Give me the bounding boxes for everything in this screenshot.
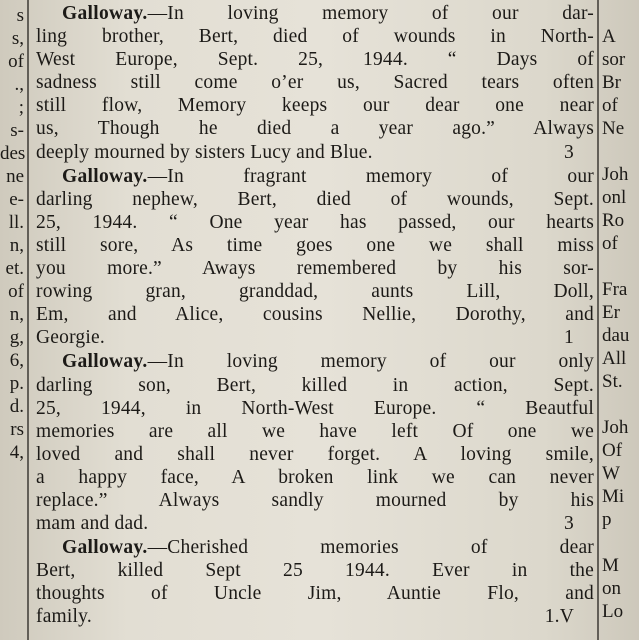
margin-fragment: ll. [8, 212, 24, 233]
margin-fragment: d. [9, 396, 24, 417]
notice-closing-line: family. [36, 606, 92, 628]
margin-fragment: onl [602, 187, 627, 208]
notice-text-line: sadness still come o’er us, Sacred tears often [36, 72, 594, 94]
margin-fragment: A [602, 26, 616, 47]
margin-fragment: n, [9, 235, 24, 256]
notice-text-line: darling nephew, Bert, died of wounds, Sept. [36, 188, 594, 210]
notice-text-line: Bert, killed Sept 25 1944. Ever in the [36, 560, 594, 582]
margin-fragment: of [8, 281, 24, 302]
margin-fragment: Fra [602, 279, 628, 300]
notice-reference-number: 3 [564, 513, 574, 535]
memorial-notice [36, 2, 594, 164]
margin-fragment: ., [14, 74, 24, 95]
notice-text-line: memories are all we have left Of one we [36, 420, 594, 442]
notice-text-line: —Cherished memories of dear [147, 537, 594, 559]
margin-fragment: dau [602, 325, 630, 346]
margin-fragment: s- [10, 120, 24, 141]
margin-fragment: Joh [602, 164, 629, 185]
notice-surname: Galloway. [62, 165, 148, 187]
notice-surname: Galloway. [62, 537, 148, 559]
margin-fragment: s, [11, 28, 24, 49]
margin-fragment [602, 255, 639, 278]
margin-fragment: p. [9, 373, 24, 394]
notice-text-line: rowing gran, granddad, aunts Lill, Doll, [36, 281, 594, 303]
margin-fragment [602, 531, 639, 554]
margin-fragment: ne [6, 166, 24, 187]
margin-fragment: 4, [9, 442, 24, 463]
notice-text-line: —In loving memory of our only [147, 351, 594, 373]
margin-fragment: p [602, 509, 612, 530]
notice-text-line: loved and shall never forget. A loving smile, [36, 443, 594, 465]
notice-surname: Galloway. [62, 3, 148, 24]
notice-closing-line: Georgie. [36, 327, 105, 349]
margin-fragment: des [0, 143, 26, 164]
margin-fragment: All [602, 348, 627, 369]
margin-fragment: 6, [9, 350, 24, 371]
memorial-notice [36, 536, 594, 628]
margin-fragment: Ro [602, 210, 625, 231]
notice-reference-number: 3 [564, 141, 574, 163]
margin-fragment: ; [18, 97, 24, 118]
notice-text-line: darling son, Bert, killed in action, Sept. [36, 374, 594, 396]
notice-text-line: still flow, Memory keeps our dear one near [36, 95, 594, 117]
margin-fragment: M [602, 555, 619, 576]
margin-fragment: Br [602, 72, 621, 93]
margin-fragment: W [602, 463, 620, 484]
notice-text-line: you more.” Aways remembered by his sor- [36, 258, 594, 280]
notice-text-line: —In loving memory of our dar- [147, 3, 594, 24]
right-column-fragment [600, 0, 639, 640]
column-rule-left [27, 0, 29, 640]
margin-fragment: et. [5, 258, 24, 279]
margin-fragment: Lo [602, 601, 624, 622]
memorial-notice [36, 165, 594, 350]
notice-text-line: ling brother, Bert, died of wounds in North- [36, 26, 594, 48]
notice-text-line: —In fragrant memory of our [147, 165, 594, 187]
notice-text-line: West Europe, Sept. 25, 1944. “ Days of [36, 49, 594, 71]
margin-fragment: rs [10, 419, 24, 440]
column-rule-right [597, 0, 599, 640]
memorial-notice [36, 350, 594, 535]
notice-reference-number: 1 [564, 327, 574, 349]
margin-fragment [602, 2, 639, 25]
margin-fragment [602, 393, 639, 416]
margin-fragment: on [602, 578, 621, 599]
margin-fragment: s [16, 5, 24, 26]
margin-fragment: n, [9, 304, 24, 325]
notice-text-line: a happy face, A broken link we can never [36, 466, 594, 488]
margin-fragment: Of [602, 440, 623, 461]
margin-fragment: of [8, 51, 24, 72]
margin-fragment [602, 140, 639, 163]
notice-text-line: us, Though he died a year ago.” Always [36, 118, 594, 140]
margin-fragment: sor [602, 49, 626, 70]
margin-fragment: Joh [602, 417, 629, 438]
notice-text-line: still sore, As time goes one we shall miss [36, 234, 594, 256]
margin-fragment: e- [9, 189, 24, 210]
notice-text-line: 25, 1944. “ One year has passed, our hearts [36, 211, 594, 233]
margin-fragment: g, [9, 327, 24, 348]
notice-closing-line: deeply mourned by sisters Lucy and Blue. [36, 141, 373, 163]
margin-fragment: St. [602, 371, 623, 392]
notice-text-line: thoughts of Uncle Jim, Auntie Flo, and [36, 583, 594, 605]
margin-fragment: Mi [602, 486, 625, 507]
notice-reference-number: 1.V [544, 606, 574, 628]
notice-closing-line: mam and dad. [36, 513, 149, 535]
margin-fragment: Er [602, 302, 620, 323]
notice-text-line: replace.” Always sandly mourned by his [36, 489, 594, 511]
margin-fragment: of [602, 233, 618, 254]
left-column-fragment [0, 0, 26, 640]
margin-fragment: Ne [602, 118, 625, 139]
margin-fragment: of [602, 95, 618, 116]
notice-surname: Galloway. [62, 351, 148, 373]
notice-text-line: 25, 1944, in North-West Europe. “ Beautful [36, 397, 594, 419]
memorial-notices-column [36, 2, 594, 629]
notice-text-line: Em, and Alice, cousins Nellie, Dorothy, and [36, 304, 594, 326]
